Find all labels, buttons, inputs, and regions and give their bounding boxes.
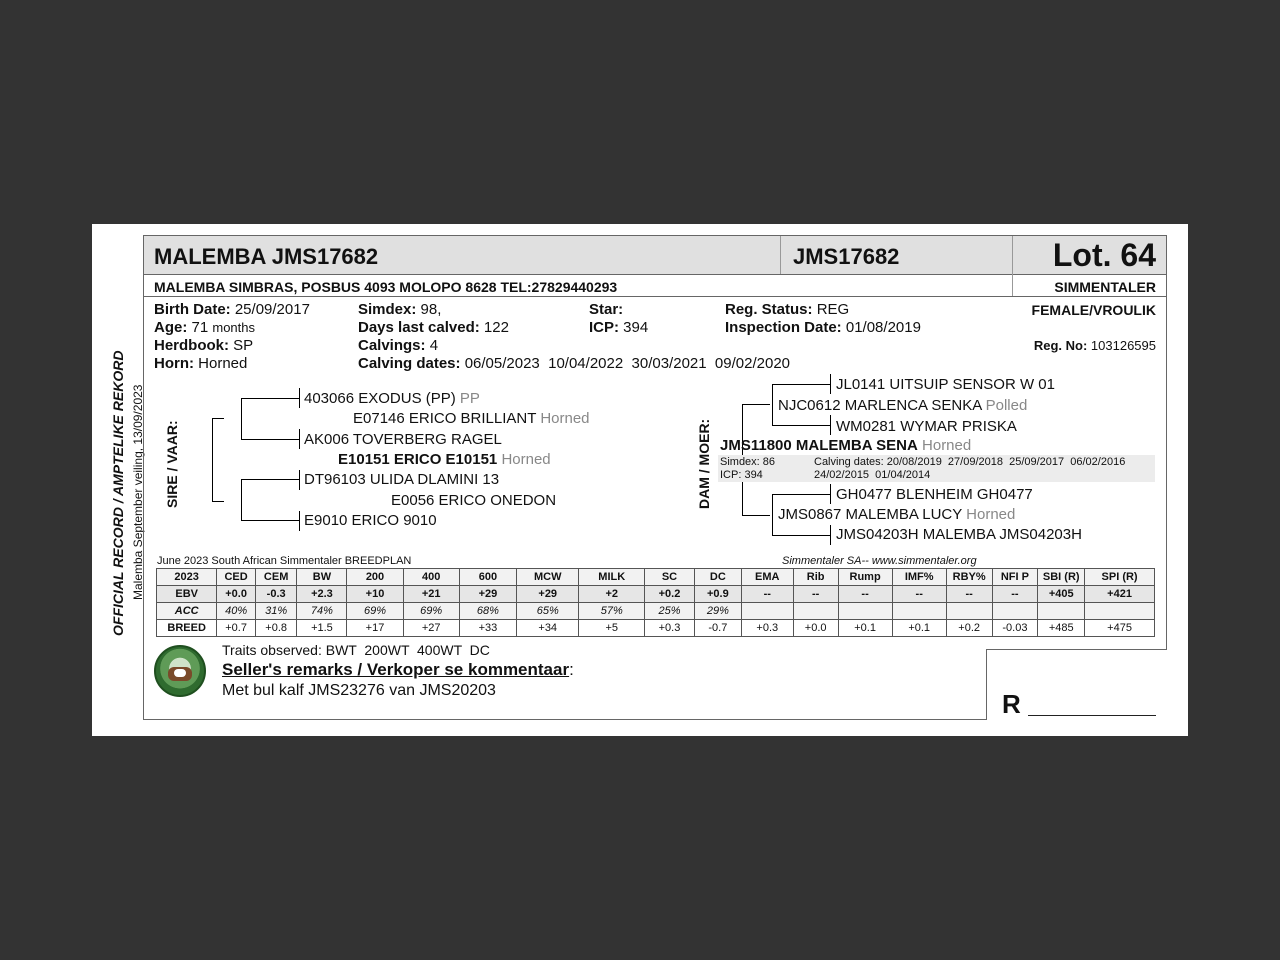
acc-cell [892,603,946,620]
remarks-title: Seller's remarks / Verkoper se kommentaar: [222,660,574,679]
breed-cell: +485 [1038,620,1085,637]
breed-cell: +0.1 [892,620,946,637]
dam-sire-tick-bottom [830,415,831,435]
price-line[interactable] [1028,715,1156,716]
ebv-cell: +2.3 [297,586,347,603]
price-label: R [1002,689,1021,719]
icp: ICP: 394 [589,319,649,336]
dam-label: DAM / MOER: [696,418,712,509]
sire-main-bracket [212,418,213,502]
breed-cell: +0.3 [645,620,695,637]
ebv-cell: -- [946,586,992,603]
dam-dam-top [772,494,830,495]
dam-sire-bottom [772,425,830,426]
headers-cell: MCW [517,569,579,586]
breed-name: SIMMENTALER [1054,279,1156,295]
headers-cell: NFI P [992,569,1038,586]
calvings: Calvings: 4 [358,337,439,354]
headers-cell: 400 [403,569,459,586]
sire-dam-sire: DT96103 ULIDA DLAMINI 13 [304,471,500,488]
ebv-cell: -- [892,586,946,603]
breedplan-title: June 2023 South African Simmentaler BREEDPLAN [157,555,412,567]
acc-cell: 31% [255,603,297,620]
sire-sire-bracket [241,398,242,440]
acc-cell [992,603,1038,620]
breed-cell: +27 [403,620,459,637]
ebv-cell: +0.0 [217,586,256,603]
remarks-text: Met bul kalf JMS23276 van JMS20203 [222,682,496,699]
headers-cell: CED [217,569,256,586]
ebv-cell: +0.2 [645,586,695,603]
sire-dam-tick-top [299,470,300,490]
headers-cell: EMA [741,569,793,586]
acc-cell: 69% [403,603,459,620]
ebv-cell: +21 [403,586,459,603]
headers-cell: CEM [255,569,297,586]
headers-cell: DC [694,569,741,586]
dam-dam-bottom [772,535,830,536]
breed-cell: +0.7 [217,620,256,637]
breed-cell: +34 [517,620,579,637]
acc-cell: 25% [645,603,695,620]
sire-label: SIRE / VAAR: [164,420,180,508]
breed-cell: -0.7 [694,620,741,637]
acc-cell [1085,603,1155,620]
dam-dam-sire: GH0477 BLENHEIM GH0477 [836,486,1033,503]
dam-bracket-top [742,404,770,405]
sale-label: Malemba September veiling, 13/09/2023 [131,384,145,600]
sire-bracket-top [212,418,224,419]
acc-cell: 65% [517,603,579,620]
dam-dam: JMS0867 MALEMBA LUCY Horned [778,506,1016,523]
sex: FEMALE/VROULIK [1031,302,1156,318]
ebv-cell: +10 [347,586,403,603]
acc-cell: 69% [347,603,403,620]
acc-cell [1038,603,1085,620]
acc-cell [793,603,838,620]
dam-sire-top [772,384,830,385]
sire-dam-dam: E9010 ERICO 9010 [304,512,437,529]
ebv-cell: -- [793,586,838,603]
ebv-row [157,586,1155,603]
calving-dates: Calving dates: 06/05/2023 10/04/2022 30/03/2021 09/02/2020 [358,355,791,372]
dam-dam-dam: JMS04203H MALEMBA JMS04203H [836,526,1082,543]
breed-row [157,620,1155,637]
breed-cell: -0.03 [992,620,1038,637]
sire-sire: E07146 ERICO BRILLIANT Horned [353,410,590,427]
breed-cell: +0.2 [946,620,992,637]
sire-sire-top [241,398,299,399]
ebv-header-row [157,569,1155,586]
official-record-label: OFFICIAL RECORD / AMPTELIKE REKORD [110,350,126,636]
ebv-cell: -- [992,586,1038,603]
animal-id: JMS17682 [793,244,900,269]
reg-status: Reg. Status: REG [725,301,850,318]
sire-sire-sire: 403066 EXODUS (PP) PP [304,390,480,407]
sire-sire-tick-top [299,388,300,408]
days-last-calved: Days last calved: 122 [358,319,509,336]
dam-sire-tick-top [830,374,831,394]
cattle-face-mark-icon [174,669,186,677]
acc-cell [838,603,892,620]
ebv-cell: +421 [1085,586,1155,603]
dam-sire-bracket [772,384,773,426]
sire-bracket-bottom [212,501,224,502]
dam-calving-dates-2: 24/02/2015 01/04/2014 [814,469,931,481]
breed-cell: +17 [347,620,403,637]
dam-calving-dates: Calving dates: 20/08/2019 27/09/2018 25/09/2017 06/02/2016 [814,456,1126,468]
herdbook: Herdbook: SP [154,337,254,354]
headers-cell: IMF% [892,569,946,586]
dam-simdex: Simdex: 86 [720,456,776,468]
ebv-cell: -0.3 [255,586,297,603]
dam-dam-bracket [772,494,773,536]
sire-dam-top [241,479,299,480]
breedplan-source: Simmentaler SA-- www.simmentaler.org [782,555,977,567]
dam-name: JMS11800 MALEMBA SENA Horned [720,437,972,454]
headers-cell: BW [297,569,347,586]
breed-cell: +0.0 [793,620,838,637]
inspection-date: Inspection Date: 01/08/2019 [725,319,921,336]
ebv-cell: -- [838,586,892,603]
acc-cell: 29% [694,603,741,620]
ebv-cell: +29 [517,586,579,603]
sire-sire-dam: AK006 TOVERBERG RAGEL [304,431,502,448]
dam-sire: NJC0612 MARLENCA SENKA Polled [778,397,1028,414]
acc-cell: 57% [579,603,645,620]
lot-card [92,224,1188,736]
ebv-table [156,568,1155,637]
headers-cell: SBI (R) [1038,569,1085,586]
breed-cell: +33 [459,620,516,637]
acc-cell [946,603,992,620]
sire-dam-bracket [241,479,242,521]
sire-dam: E0056 ERICO ONEDON [391,492,557,509]
lot-number: Lot. 64 [1052,237,1156,273]
breeder-divider [1012,274,1013,296]
sire-sire-bottom [241,439,299,440]
ebv-cell: +0.9 [694,586,741,603]
ebv-cell: EBV [157,586,217,603]
breeder-info: MALEMBA SIMBRAS, POSBUS 4093 MOLOPO 8628 TEL:27829440293 [154,279,618,295]
headers-cell: Rump [838,569,892,586]
breed-cell: +0.1 [838,620,892,637]
headers-cell: RBY% [946,569,992,586]
sire-dam-bottom [241,520,299,521]
breed-cell: +5 [579,620,645,637]
star: Star: [589,301,624,318]
headers-cell: 200 [347,569,403,586]
horn: Horn: Horned [154,355,248,372]
headers-cell: SC [645,569,695,586]
dam-dam-tick-top [830,484,831,504]
acc-cell: 74% [297,603,347,620]
breed-cell: +0.3 [741,620,793,637]
breed-cell: BREED [157,620,217,637]
acc-cell: 68% [459,603,516,620]
animal-name: MALEMBA JMS17682 [154,244,379,269]
simdex: Simdex: 98, [358,301,442,318]
dam-sire-sire: JL0141 UITSUIP SENSOR W 01 [836,376,1055,393]
headers-cell: MILK [579,569,645,586]
header-divider-1 [780,236,781,274]
dam-bracket-bottom [742,515,770,516]
ebv-cell: +2 [579,586,645,603]
breed-cell: +0.8 [255,620,297,637]
price-box-left [986,649,987,720]
age: Age: 71 months [154,319,256,336]
dam-sire-dam: WM0281 WYMAR PRISKA [836,418,1017,435]
headers-cell: 2023 [157,569,217,586]
sire-name: E10151 ERICO E10151 Horned [338,451,551,468]
acc-cell [741,603,793,620]
headers-cell: SPI (R) [1085,569,1155,586]
ebv-cell: +405 [1038,586,1085,603]
dam-dam-tick-bottom [830,525,831,545]
headers-cell: 600 [459,569,516,586]
simmentaler-logo-icon [154,645,206,697]
ebv-cell: -- [741,586,793,603]
ebv-cell: +29 [459,586,516,603]
breed-cell: +1.5 [297,620,347,637]
acc-row [157,603,1155,620]
acc-cell: 40% [217,603,256,620]
birth-date: Birth Date: 25/09/2017 [154,301,310,318]
header-divider-2 [1012,236,1013,274]
breed-cell: +475 [1085,620,1155,637]
sire-sire-tick-bottom [299,429,300,449]
price-box-top [986,649,1167,650]
traits-observed: Traits observed: BWT 200WT 400WT DC [222,642,490,658]
dam-icp: ICP: 394 [720,469,763,481]
headers-cell: Rib [793,569,838,586]
sire-dam-tick-bottom [299,511,300,531]
reg-number: Reg. No: 103126595 [1033,338,1156,353]
acc-cell: ACC [157,603,217,620]
